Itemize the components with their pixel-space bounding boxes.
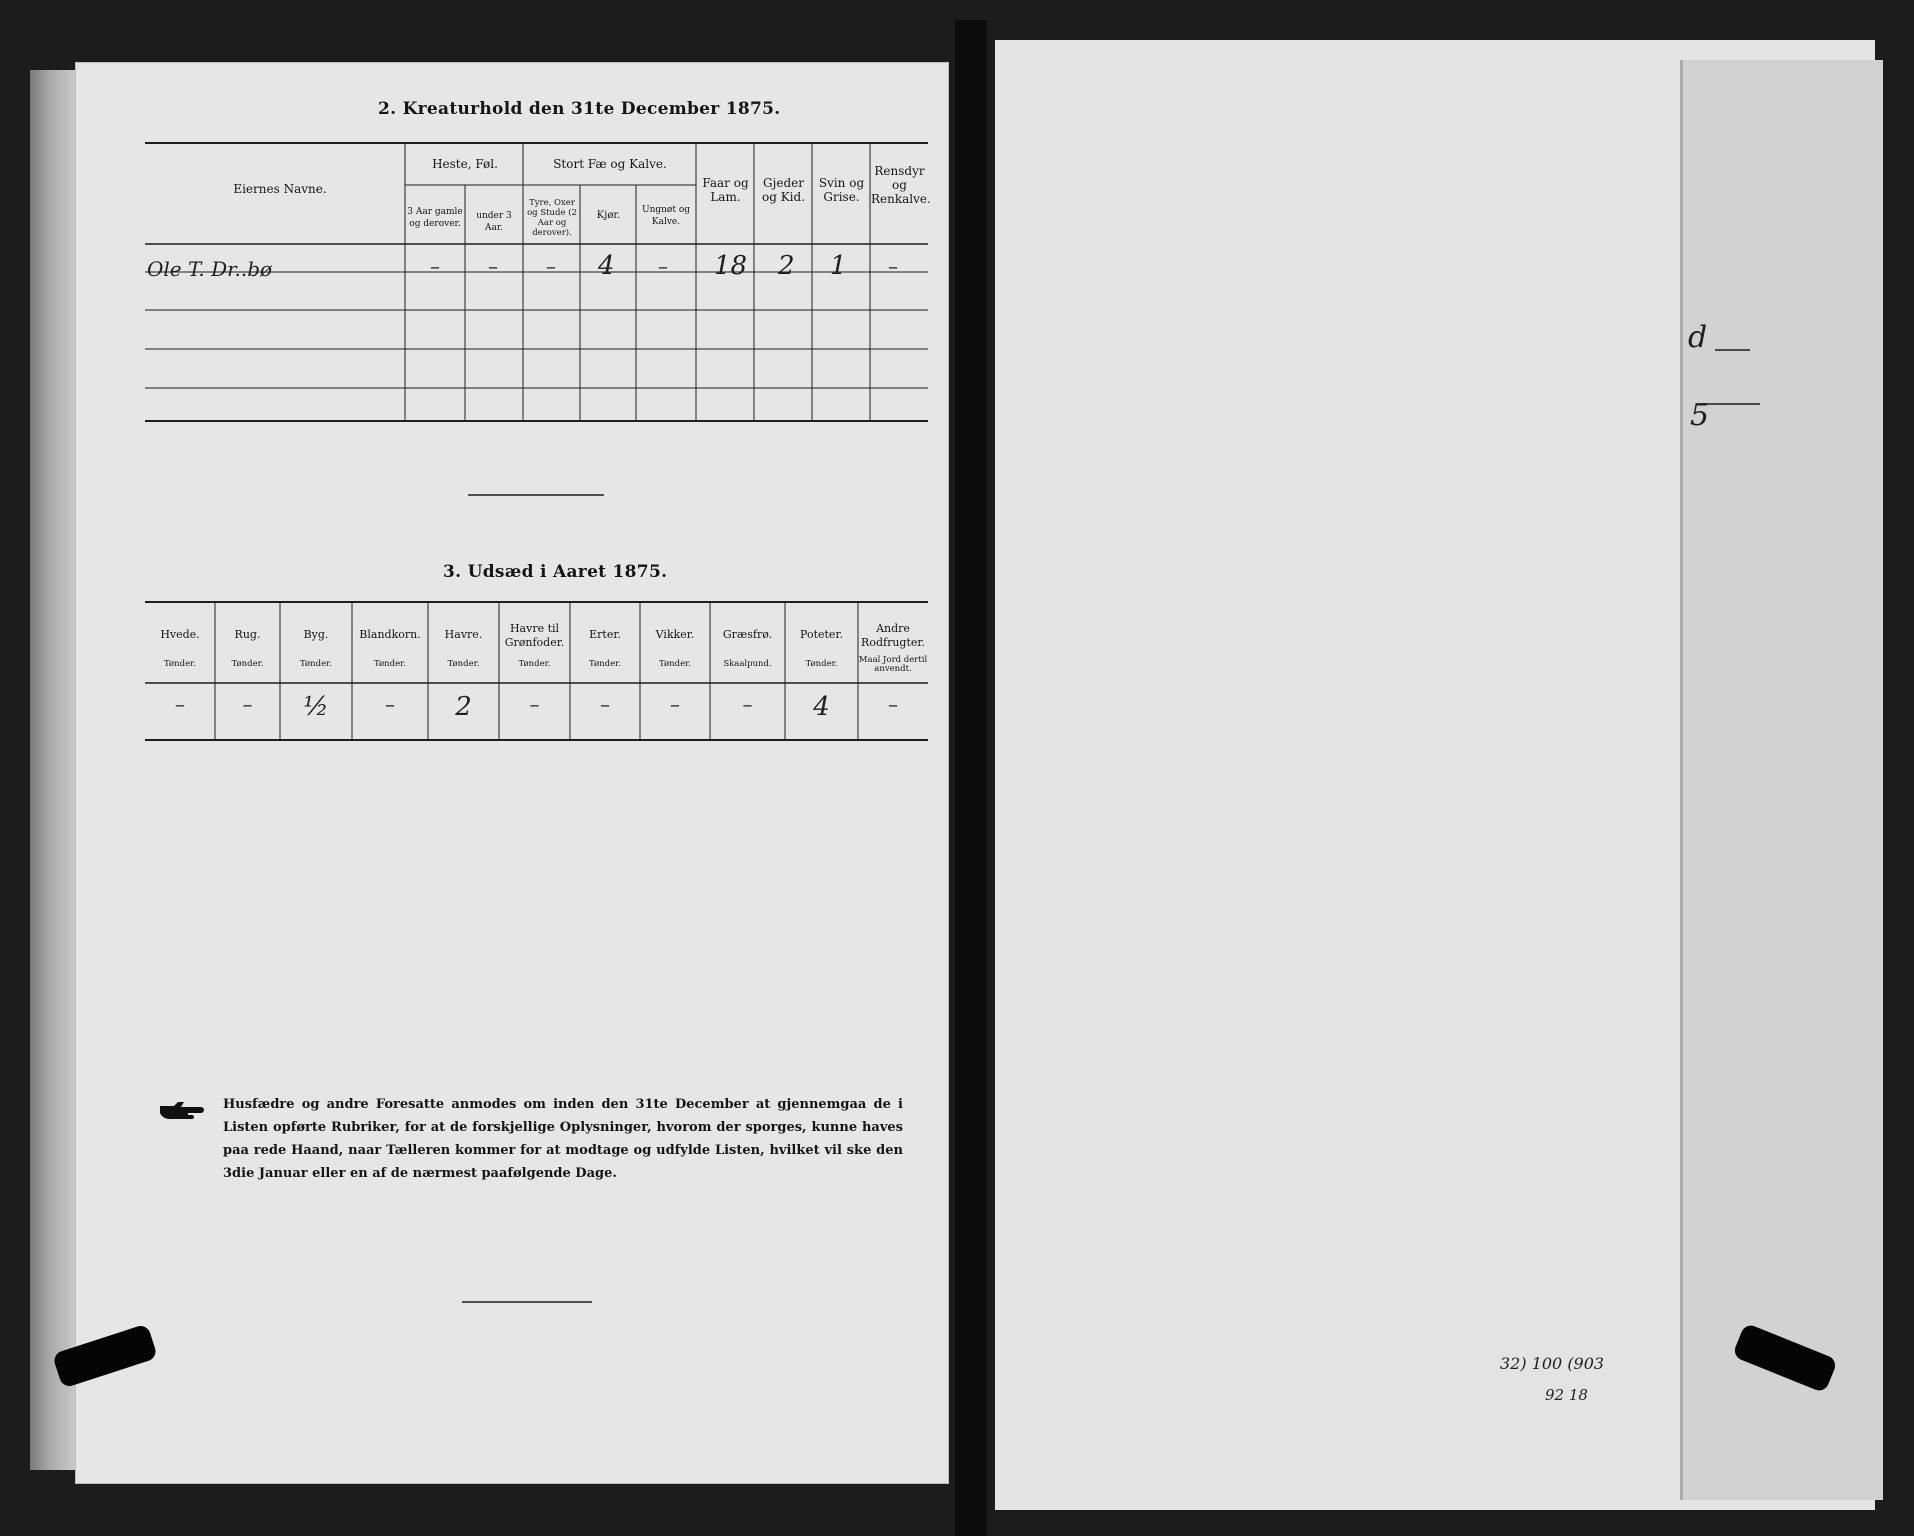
seed-col-header: Havre til Grønfoder. xyxy=(504,622,565,649)
entry-kjor: 4 xyxy=(598,251,615,281)
col-kjor: Kjør. xyxy=(596,210,621,221)
seed-entry: ½ xyxy=(303,692,329,722)
seed-col-unit: Tønder. xyxy=(518,659,551,669)
seed-col-header: Andre Rodfrugter. xyxy=(861,622,925,649)
col-ungnot: Ungnøt og Kalve. xyxy=(641,205,690,227)
pointing-hand-icon xyxy=(158,1100,208,1124)
entry-svin: 1 xyxy=(830,251,847,281)
col-group-heste: Heste, Føl. xyxy=(432,157,498,171)
seed-entry: 4 xyxy=(813,692,830,722)
col-gjeder: Gjeder og Kid. xyxy=(761,176,806,204)
col-tyre-oxer: Tyre, Oxer og Stude (2 Aar og derover). xyxy=(527,198,577,238)
col-svin: Svin og Grise. xyxy=(818,176,865,204)
seed-col-unit: Tønder. xyxy=(231,659,264,669)
seed-col-header: Erter. xyxy=(589,628,621,641)
seed-col-unit: Tønder. xyxy=(300,659,332,669)
seed-col-unit: Tønder. xyxy=(659,659,691,669)
entry-heste-3aar: – xyxy=(430,254,440,278)
seed-entry: – xyxy=(529,692,540,716)
col-heste-under3: under 3 Aar. xyxy=(476,211,512,233)
right-mark-d: d xyxy=(1688,320,1708,355)
seed-entry: – xyxy=(888,692,898,716)
owner-name-entry: Ole T. Dr..bø xyxy=(147,257,273,281)
seed-entry: – xyxy=(600,692,610,716)
seed-col-unit: Tønder. xyxy=(164,659,196,669)
col-heste-3aar: 3 Aar gamle og derover. xyxy=(407,207,463,229)
notice-text: Husfædre og andre Foresatte anmodes om inden den 31te December at gjennemgaa de i Listen opførte Rubriker, for at de forskjellige Oplysninger, hvorom der sporges, kunne haves paa rede Haand, naar Tælleren kommer for at modtage og udfylde Listen, hvilket vil ske den 3die Januar eller en af de nærmest paafølgende Dage. xyxy=(223,1097,903,1181)
seed-col-unit: Skaalpund. xyxy=(723,659,772,669)
livestock-title: 2. Kreaturhold den 31te December 1875. xyxy=(378,99,781,119)
col-group-stort: Stort Fæ og Kalve. xyxy=(553,157,667,171)
seed-col-unit: Tønder. xyxy=(374,659,406,669)
seed-entry: – xyxy=(742,692,753,716)
archive-note-2: 92 18 xyxy=(1545,1386,1588,1404)
col-faar: Faar og Lam. xyxy=(702,176,749,204)
entry-gjeder: 2 xyxy=(778,251,795,281)
seed-col-header: Græsfrø. xyxy=(722,628,773,641)
seed-entry: – xyxy=(242,692,253,716)
seed-col-unit: Tønder. xyxy=(447,659,480,669)
seed-col-header: Poteter. xyxy=(800,628,843,641)
seed-col-unit: Tønder. xyxy=(589,659,621,669)
seed-entry: 2 xyxy=(455,692,472,722)
col-owner-names: Eiernes Navne. xyxy=(233,182,327,196)
seed-entry: – xyxy=(175,692,185,716)
seed-entry: – xyxy=(385,692,395,716)
seed-title: 3. Udsæd i Aaret 1875. xyxy=(443,562,668,582)
right-mark-5: 5 xyxy=(1690,398,1710,433)
entry-tyre: – xyxy=(546,254,556,278)
seed-col-header: Blandkorn. xyxy=(359,628,421,641)
seed-col-unit: Tønder. xyxy=(805,659,838,669)
col-rensdyr: Rensdyr og Renkalve. xyxy=(871,164,931,206)
seed-col-unit: Maal Jord dertil anvendt. xyxy=(858,655,928,674)
seed-col-header: Vikker. xyxy=(655,628,695,641)
seed-col-header: Rug. xyxy=(234,628,261,641)
entry-ungnot: – xyxy=(658,254,668,278)
entry-faar: 18 xyxy=(714,251,748,281)
seed-entry: – xyxy=(670,692,680,716)
archive-note: 32) 100 (903 xyxy=(1500,1354,1605,1373)
seed-col-header: Hvede. xyxy=(160,628,200,641)
seed-col-header: Havre. xyxy=(444,628,483,641)
entry-rensdyr: – xyxy=(888,254,898,278)
entry-heste-under3: – xyxy=(488,254,498,278)
seed-col-header: Byg. xyxy=(303,628,329,641)
